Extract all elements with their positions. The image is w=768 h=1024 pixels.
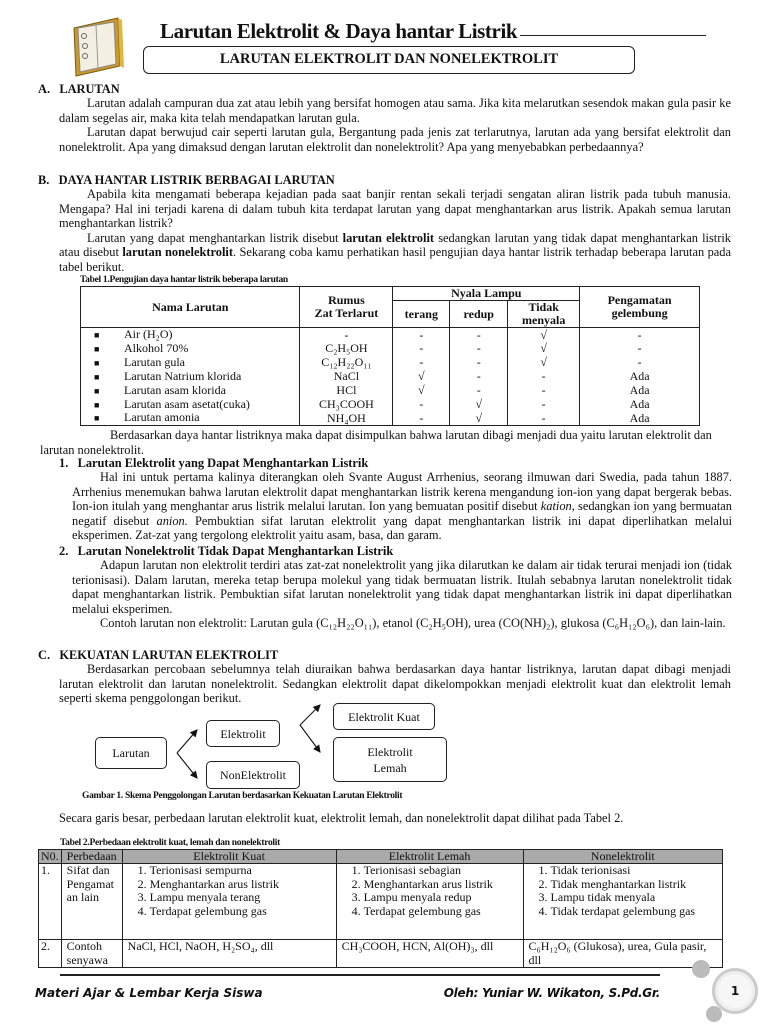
page-number: [712, 968, 758, 1014]
cell-nama: ■ Air (H₂O): [81, 328, 300, 342]
list-item: 4. Tidak terdapat gelembung gas: [551, 905, 717, 918]
bullet-icon: ■: [94, 413, 100, 424]
cell-redup: -: [450, 384, 508, 398]
cell: [122, 864, 336, 940]
node-nonelektrolit: NonElektrolit: [206, 761, 300, 789]
cell-nama: ■ Alkohol 70%: [81, 342, 300, 356]
cell-rumus: NH₄OH: [300, 411, 393, 425]
footer-right: Oleh: Yuniar W. Wikaton, S.Pd.Gr.: [443, 986, 660, 1000]
cell: Sifat dan Pengamat an lain: [61, 864, 122, 940]
cell: NaCl, HCl, NaOH, H₂SO₄, dll: [122, 940, 336, 968]
list-item: 1. Terionisasi sebagian: [364, 864, 518, 877]
chapter-title-box: LARUTAN ELEKTROLIT DAN NONELEKTROLIT: [143, 46, 635, 74]
page-decoration-icon: [692, 960, 710, 978]
cell-tidak: -: [508, 384, 580, 398]
cell-tidak: √: [508, 356, 580, 370]
bullet-icon: ■: [94, 343, 100, 354]
cell-terang: √: [393, 384, 450, 398]
cell-nama: ■ Larutan Natrium klorida: [81, 370, 300, 384]
col-redup: redup: [450, 301, 508, 328]
cell-tidak: -: [508, 411, 580, 425]
table-row: [39, 940, 723, 968]
term-anion: anion.: [156, 513, 188, 528]
node-elektrolit-lemah: Elektrolit Lemah: [333, 737, 447, 782]
cell: 1.: [39, 864, 62, 940]
cell-gel: -: [580, 356, 700, 370]
cell-tidak: -: [508, 398, 580, 412]
col-no: N0.: [39, 850, 62, 864]
table-row: [81, 384, 700, 398]
cell: C₆H₁₂O₆ (Glukosa), urea, Gula pasir, dll: [523, 940, 722, 968]
cell-nama: ■ Larutan asam asetat(cuka): [81, 398, 300, 412]
figure-caption: Gambar 1. Skema Penggolongan Larutan berdasarkan Kekuatan Larutan Elektrolit: [82, 791, 403, 801]
term-nonelektrolit: larutan nonelektrolit: [122, 245, 233, 260]
cell-nama: ■ Larutan asam klorida: [81, 384, 300, 398]
bullet-icon: ■: [94, 385, 100, 396]
term-kation: kation,: [540, 499, 575, 514]
cell-redup: -: [450, 370, 508, 384]
footer-rule: [60, 974, 660, 976]
cell-gel: Ada: [580, 370, 700, 384]
cell-nama: ■ Larutan amonia: [81, 411, 300, 425]
cell-terang: -: [393, 342, 450, 356]
cell-redup: -: [450, 328, 508, 342]
table-row: [81, 398, 700, 412]
list-item: 2. Menghantarkan arus listrik: [364, 878, 518, 891]
cell-redup: -: [450, 342, 508, 356]
cell-rumus: C₂H₅OH: [300, 342, 393, 356]
col-pengamatan: Pengamatan gelembung: [580, 287, 700, 328]
cell-rumus: C₁₂H₂₂O₁₁: [300, 356, 393, 370]
table-row: [39, 864, 723, 940]
col-nonelektrolit: Nonelektrolit: [523, 850, 722, 864]
col-nyala-lampu: Nyala Lampu: [393, 287, 580, 301]
section-a-heading: A. LARUTAN: [38, 82, 120, 96]
text: Larutan yang dapat menghantarkan listrik disebut: [87, 230, 343, 245]
cell-rumus: -: [300, 328, 393, 342]
arrow-icon: [300, 725, 320, 752]
list-item: 1. Terionisasi sempurna: [150, 864, 331, 877]
cell-nama: ■ Larutan gula: [81, 356, 300, 370]
subsection-1-body: [72, 470, 732, 543]
cell-gel: Ada: [580, 384, 700, 398]
list-item: 2. Menghantarkan arus listrik: [150, 878, 331, 891]
cell-terang: -: [393, 411, 450, 425]
cell-redup: -: [450, 356, 508, 370]
col-rumus: Rumus Zat Terlarut: [300, 287, 393, 328]
text: . Sekarang coba kamu perhatikan hasil pengujian daya hantar listrik terhadap beberapa larutan pada tabel berikut.: [59, 245, 731, 274]
list-item: 1. Tidak terionisasi: [551, 864, 717, 877]
list-item: 3. Lampu tidak menyala: [551, 891, 717, 904]
paragraph: Berdasarkan daya hantar listriknya maka dapat disimpulkan bahwa larutan dibagi menjadi dua yaitu larutan elektrolit dan larutan nonelektrolit.: [40, 428, 712, 457]
cell: 2.: [39, 940, 62, 968]
table-row: [81, 342, 700, 356]
cell-tidak: √: [508, 342, 580, 356]
paragraph: Secara garis besar, perbedaan larutan elektrolit kuat, elektrolit lemah, dan nonelektrolit dapat dilihat pada Tabel 2.: [59, 811, 624, 825]
section-b-body: [59, 187, 731, 275]
cell-redup: √: [450, 411, 508, 425]
table1: [80, 286, 700, 426]
cell-terang: -: [393, 398, 450, 412]
arrow-icon: [177, 730, 197, 753]
list-item: 2. Tidak menghantarkan listrik: [551, 878, 717, 891]
text: sedangkan larutan yang tidak dapat menghantarkan listrik atau disebut: [59, 230, 731, 260]
col-tidak-menyala: Tidak menyala: [508, 301, 580, 328]
table-row: [81, 356, 700, 370]
cell-gel: -: [580, 342, 700, 356]
paragraph: Contoh larutan non elektrolit: Larutan gula (C₁₂H₂₂O₁₁), etanol (C₂H₅OH), urea (CO(NH)₂), glukosa (C₆H₁₂O₆), dan lain-lain.: [100, 616, 726, 631]
table-row: [81, 370, 700, 384]
bullet-icon: ■: [94, 330, 100, 340]
cell-terang: √: [393, 370, 450, 384]
subsection-2-heading: 2. Larutan Nonelektrolit Tidak Dapat Menghantarkan Listrik: [59, 544, 394, 558]
node-elektrolit-kuat: Elektrolit Kuat: [333, 703, 435, 730]
cell-terang: -: [393, 356, 450, 370]
subsection-1-heading: 1. Larutan Elektrolit yang Dapat Menghantarkan Listrik: [59, 456, 369, 470]
bullet-icon: ■: [94, 399, 100, 410]
section-a-body: [59, 96, 731, 154]
cell-rumus: NaCl: [300, 370, 393, 384]
table2-caption: Tabel 2.Perbedaan elektrolit kuat, lemah dan nonelektrolit: [60, 838, 280, 848]
paragraph: Apabila kita mengamati beberapa kejadian pada saat banjir rentan sekali terjadi sengatan aliran listrik pada tubuh manusia. Mengapa? Hal ini terjadi karena di dalam tubuh kita terdapat larutan yang dapat menghantarkan arus listrik. Apakah semua larutan menghantarkan listrik?: [59, 187, 731, 231]
cell-redup: √: [450, 398, 508, 412]
col-terang: terang: [393, 301, 450, 328]
node-elektrolit: Elektrolit: [206, 720, 280, 747]
paragraph: Larutan dapat berwujud cair seperti larutan gula, Bergantung pada jenis zat terlarutnya, larutan ada yang bersifat elektrolit dan nonelektrolit. Apa yang dimaksud dengan larutan elektrolit dan nonelektrolit? Apa yang menyebabkan perbedaannya?: [59, 125, 731, 154]
section-b-heading: B. DAYA HANTAR LISTRIK BERBAGAI LARUTAN: [38, 173, 335, 187]
page-title: Larutan Elektrolit & Daya hantar Listrik: [160, 19, 518, 43]
section-c-heading: C. KEKUATAN LARUTAN ELEKTROLIT: [38, 648, 279, 662]
subsection-2-body: [72, 558, 732, 631]
table-row: [81, 328, 700, 342]
paragraph: Adapun larutan non elektrolit terdiri atas zat-zat nonelektrolit yang jika dilarutkan ke dalam air tidak terurai menjadi ion (tidak terionisasi). Dalam larutan, mereka tetap berupa molekul yang tidak bermuatan listrik. Itulah sebabnya larutan nonelektrolit tidak dapat menghantarkan listrik. Pembuktian sifat larutan nonelektrolit yang tidak dapat menghantarkan listrik ini dapat diperlihatkan melalui eksperimen.: [72, 558, 732, 616]
cell: Contoh senyawa: [61, 940, 122, 968]
paragraph: Larutan adalah campuran dua zat atau lebih yang bersifat homogen atau sama. Jika kita melarutkan sesendok makan gula pasir ke dalam segelas air, maka kita telah mendapatkan larutan gula.: [59, 96, 731, 125]
cell-terang: -: [393, 328, 450, 342]
paragraph: [59, 231, 731, 275]
cell-tidak: √: [508, 328, 580, 342]
col-perbedaan: Perbedaan: [61, 850, 122, 864]
cell-gel: -: [580, 328, 700, 342]
col-elektrolit-kuat: Elektrolit Kuat: [122, 850, 336, 864]
cell: [523, 864, 722, 940]
cell-gel: Ada: [580, 398, 700, 412]
list-item: 3. Lampu menyala redup: [364, 891, 518, 904]
cell-rumus: HCl: [300, 384, 393, 398]
arrow-icon: [300, 705, 320, 725]
paragraph: Hal ini untuk pertama kalinya diterangkan oleh Svante August Arrhenius, seorang ilmuwan dari Swedia, pada tahun 1887. Arrhenius menemukan bahwa larutan elektrolit dapat menghantarkan listrik kerena mengandung ion-ion yang dapat bergerak bebas. Ion-ion itulah yang menghantar arus listrik melalui larutan. Ion yang bemuatan positif disebut kation, sedangkan ion yang bermuatan negatif disebut anion. Pembuktian sifat larutan elektrolit yang dapat menghantarkan listrik ini dapat diperlihatkan melalui eksperimen. Zat-zat yang tergolong elektrolit yaitu asam, basa, dan garam.: [72, 470, 733, 543]
table2: [38, 849, 723, 968]
footer-left: Materi Ajar & Lembar Kerja Siswa: [35, 986, 263, 1000]
term-elektrolit: larutan elektrolit: [342, 230, 435, 245]
cell-tidak: -: [508, 370, 580, 384]
table1-caption: Tabel 1.Pengujian daya hantar listrik beberapa larutan: [80, 275, 288, 285]
col-nama: Nama Larutan: [81, 287, 300, 328]
diagram-arrows: [0, 690, 768, 800]
bullet-icon: ■: [94, 357, 100, 368]
node-larutan: Larutan: [95, 737, 167, 769]
col-elektrolit-lemah: Elektrolit Lemah: [336, 850, 523, 864]
cell: [336, 864, 523, 940]
list-item: 3. Lampu menyala terang: [150, 891, 331, 904]
cell-rumus: CH₃COOH: [300, 398, 393, 412]
conclusion-block: [40, 428, 730, 457]
paragraph: Berdasarkan percobaan sebelumnya telah diuraikan bahwa berdasarkan daya hantar listriknya, larutan dapat dibagi menjadi larutan elektrolit dan larutan nonelektrolit. Sedangkan elektrolit dapat dikelompokkan menjadi elektrolit kuat dan elektrolit lemah seperti skema penggolongan berikut.: [59, 662, 731, 706]
list-item: 4. Terdapat gelembung gas: [150, 905, 331, 918]
page-number-text: 1: [730, 984, 740, 998]
book-icon: [68, 14, 130, 80]
list-item: 4. Terdapat gelembung gas: [364, 905, 518, 918]
cell-gel: Ada: [580, 411, 700, 425]
cell: CH₃COOH, HCN, Al(OH)₃, dll: [336, 940, 523, 968]
title-rule: [520, 35, 706, 36]
arrow-icon: [177, 753, 197, 778]
bullet-icon: ■: [94, 371, 100, 382]
table-row: [81, 411, 700, 425]
